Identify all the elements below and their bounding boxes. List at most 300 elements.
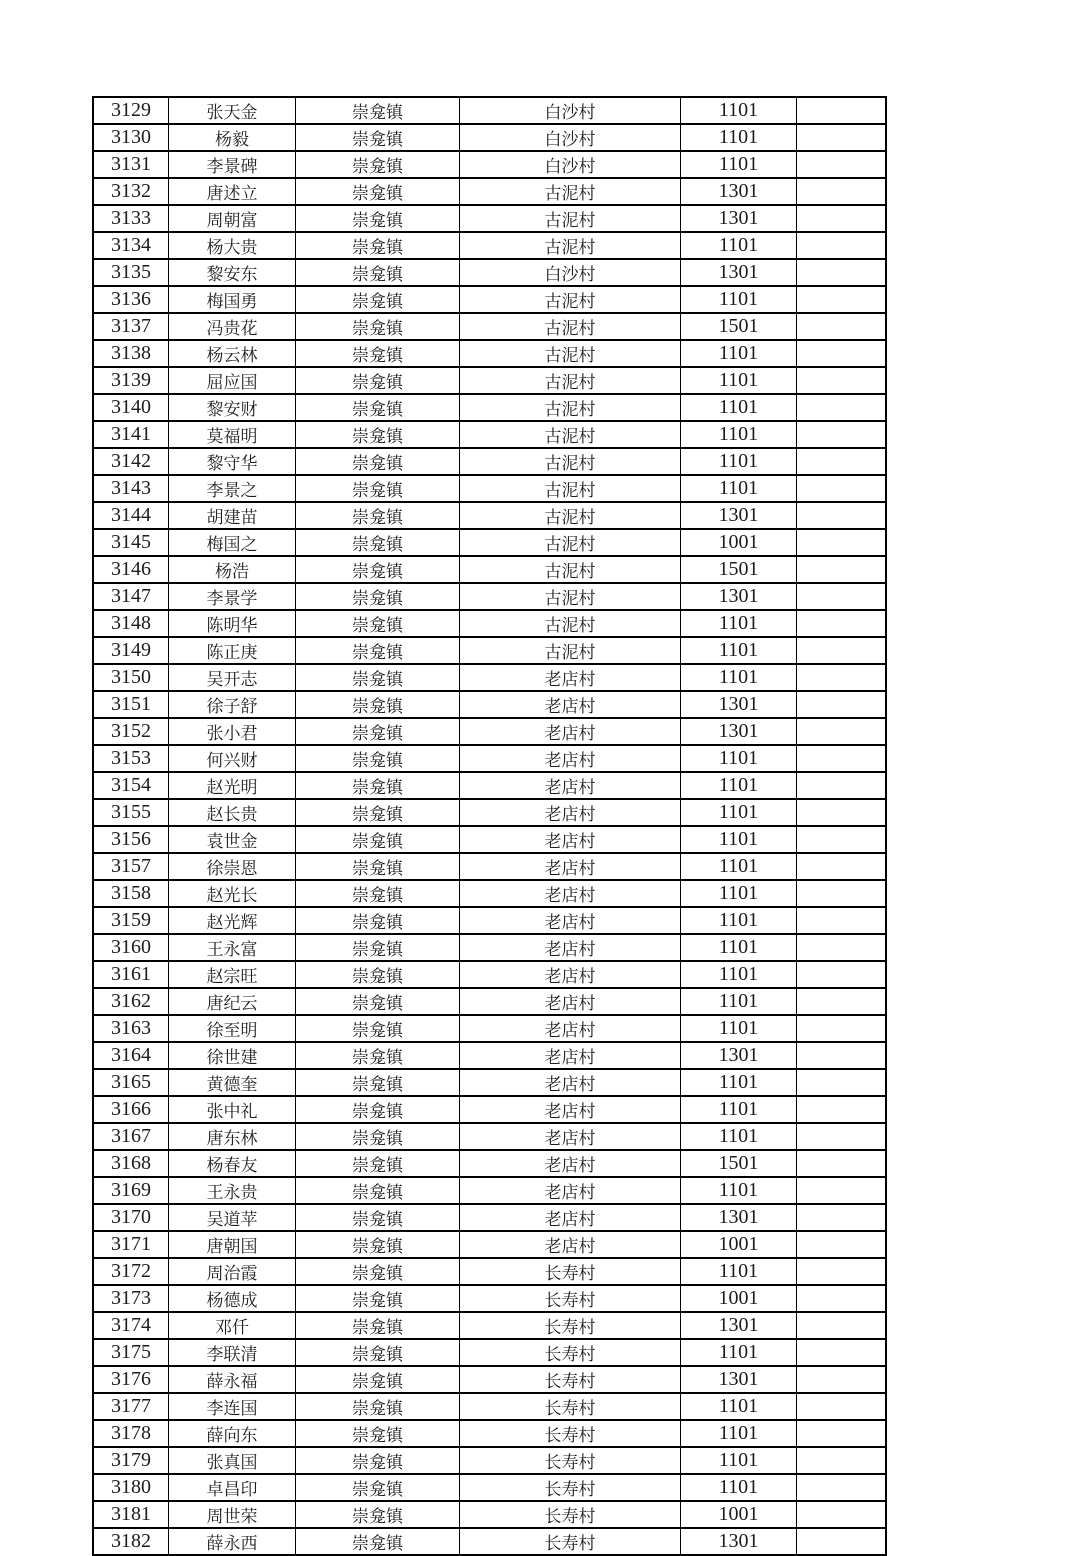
town-cell: 崇龛镇	[296, 826, 460, 853]
serial-cell: 3171	[93, 1231, 169, 1258]
remark-cell	[797, 178, 887, 205]
table-row	[93, 1366, 886, 1393]
village-cell: 古泥村	[460, 637, 681, 664]
remark-cell	[797, 556, 887, 583]
town-cell: 崇龛镇	[296, 1501, 460, 1528]
name-cell: 唐述立	[169, 178, 296, 205]
code-cell: 1101	[681, 1474, 797, 1501]
town-cell: 崇龛镇	[296, 529, 460, 556]
serial-cell: 3139	[93, 367, 169, 394]
table-sheet	[92, 96, 887, 1556]
town-cell: 崇龛镇	[296, 1015, 460, 1042]
code-cell: 1101	[681, 610, 797, 637]
remark-cell	[797, 1258, 887, 1285]
code-cell: 1301	[681, 178, 797, 205]
name-cell: 赵宗旺	[169, 961, 296, 988]
table-row	[93, 1096, 886, 1123]
serial-cell: 3146	[93, 556, 169, 583]
serial-cell: 3165	[93, 1069, 169, 1096]
name-cell: 黎安财	[169, 394, 296, 421]
town-cell: 崇龛镇	[296, 1096, 460, 1123]
table-row	[93, 340, 886, 367]
remark-cell	[797, 718, 887, 745]
table-row	[93, 259, 886, 286]
name-cell: 张小君	[169, 718, 296, 745]
remark-cell	[797, 1447, 887, 1474]
town-cell: 崇龛镇	[296, 1528, 460, 1555]
table-row	[93, 745, 886, 772]
town-cell: 崇龛镇	[296, 178, 460, 205]
table-row	[93, 880, 886, 907]
town-cell: 崇龛镇	[296, 853, 460, 880]
table-row	[93, 286, 886, 313]
serial-cell: 3180	[93, 1474, 169, 1501]
code-cell: 1101	[681, 1069, 797, 1096]
name-cell: 黄德奎	[169, 1069, 296, 1096]
town-cell: 崇龛镇	[296, 367, 460, 394]
code-cell: 1301	[681, 1042, 797, 1069]
serial-cell: 3156	[93, 826, 169, 853]
remark-cell	[797, 637, 887, 664]
name-cell: 张真国	[169, 1447, 296, 1474]
name-cell: 杨大贵	[169, 232, 296, 259]
village-cell: 古泥村	[460, 286, 681, 313]
code-cell: 1001	[681, 529, 797, 556]
remark-cell	[797, 421, 887, 448]
remark-cell	[797, 1420, 887, 1447]
remark-cell	[797, 1528, 887, 1555]
name-cell: 赵光明	[169, 772, 296, 799]
remark-cell	[797, 1393, 887, 1420]
serial-cell: 3172	[93, 1258, 169, 1285]
code-cell: 1301	[681, 502, 797, 529]
code-cell: 1301	[681, 259, 797, 286]
village-cell: 老店村	[460, 853, 681, 880]
table-row	[93, 1042, 886, 1069]
serial-cell: 3151	[93, 691, 169, 718]
table-row	[93, 1015, 886, 1042]
remark-cell	[797, 745, 887, 772]
remark-cell	[797, 1231, 887, 1258]
town-cell: 崇龛镇	[296, 610, 460, 637]
village-cell: 老店村	[460, 1042, 681, 1069]
town-cell: 崇龛镇	[296, 907, 460, 934]
serial-cell: 3175	[93, 1339, 169, 1366]
town-cell: 崇龛镇	[296, 934, 460, 961]
remark-cell	[797, 664, 887, 691]
name-cell: 周朝富	[169, 205, 296, 232]
serial-cell: 3131	[93, 151, 169, 178]
table-row	[93, 97, 886, 124]
town-cell: 崇龛镇	[296, 1447, 460, 1474]
town-cell: 崇龛镇	[296, 880, 460, 907]
code-cell: 1101	[681, 1177, 797, 1204]
serial-cell: 3168	[93, 1150, 169, 1177]
village-cell: 白沙村	[460, 97, 681, 124]
code-cell: 1501	[681, 313, 797, 340]
code-cell: 1101	[681, 1447, 797, 1474]
village-cell: 长寿村	[460, 1393, 681, 1420]
town-cell: 崇龛镇	[296, 988, 460, 1015]
serial-cell: 3169	[93, 1177, 169, 1204]
remark-cell	[797, 394, 887, 421]
remark-cell	[797, 340, 887, 367]
remark-cell	[797, 934, 887, 961]
table-row	[93, 799, 886, 826]
code-cell: 1101	[681, 745, 797, 772]
table-row	[93, 421, 886, 448]
code-cell: 1001	[681, 1231, 797, 1258]
remark-cell	[797, 529, 887, 556]
village-cell: 长寿村	[460, 1339, 681, 1366]
serial-cell: 3174	[93, 1312, 169, 1339]
serial-cell: 3129	[93, 97, 169, 124]
code-cell: 1101	[681, 934, 797, 961]
code-cell: 1101	[681, 97, 797, 124]
code-cell: 1101	[681, 1096, 797, 1123]
name-cell: 赵长贵	[169, 799, 296, 826]
town-cell: 崇龛镇	[296, 556, 460, 583]
remark-cell	[797, 259, 887, 286]
town-cell: 崇龛镇	[296, 1420, 460, 1447]
serial-cell: 3164	[93, 1042, 169, 1069]
town-cell: 崇龛镇	[296, 664, 460, 691]
town-cell: 崇龛镇	[296, 1150, 460, 1177]
town-cell: 崇龛镇	[296, 1285, 460, 1312]
name-cell: 莫福明	[169, 421, 296, 448]
name-cell: 周治霞	[169, 1258, 296, 1285]
village-cell: 古泥村	[460, 502, 681, 529]
town-cell: 崇龛镇	[296, 1366, 460, 1393]
serial-cell: 3144	[93, 502, 169, 529]
village-cell: 长寿村	[460, 1528, 681, 1555]
table-row	[93, 1123, 886, 1150]
table-row	[93, 556, 886, 583]
village-cell: 古泥村	[460, 232, 681, 259]
table-row	[93, 1420, 886, 1447]
serial-cell: 3182	[93, 1528, 169, 1555]
code-cell: 1101	[681, 448, 797, 475]
table-row	[93, 313, 886, 340]
serial-cell: 3138	[93, 340, 169, 367]
name-cell: 徐世建	[169, 1042, 296, 1069]
village-cell: 白沙村	[460, 259, 681, 286]
table-row	[93, 1231, 886, 1258]
table-row	[93, 988, 886, 1015]
name-cell: 黎守华	[169, 448, 296, 475]
serial-cell: 3136	[93, 286, 169, 313]
remark-cell	[797, 772, 887, 799]
name-cell: 徐子舒	[169, 691, 296, 718]
code-cell: 1101	[681, 961, 797, 988]
village-cell: 老店村	[460, 826, 681, 853]
town-cell: 崇龛镇	[296, 259, 460, 286]
remark-cell	[797, 475, 887, 502]
remark-cell	[797, 1366, 887, 1393]
remark-cell	[797, 691, 887, 718]
village-cell: 古泥村	[460, 394, 681, 421]
serial-cell: 3161	[93, 961, 169, 988]
code-cell: 1301	[681, 1528, 797, 1555]
town-cell: 崇龛镇	[296, 394, 460, 421]
remark-cell	[797, 1177, 887, 1204]
town-cell: 崇龛镇	[296, 286, 460, 313]
code-cell: 1101	[681, 880, 797, 907]
name-cell: 吴道苹	[169, 1204, 296, 1231]
table-row	[93, 1204, 886, 1231]
town-cell: 崇龛镇	[296, 502, 460, 529]
name-cell: 张中礼	[169, 1096, 296, 1123]
remark-cell	[797, 799, 887, 826]
code-cell: 1101	[681, 853, 797, 880]
table-row	[93, 1474, 886, 1501]
name-cell: 冯贵花	[169, 313, 296, 340]
code-cell: 1301	[681, 583, 797, 610]
remark-cell	[797, 1285, 887, 1312]
town-cell: 崇龛镇	[296, 475, 460, 502]
town-cell: 崇龛镇	[296, 1204, 460, 1231]
name-cell: 梅国之	[169, 529, 296, 556]
remark-cell	[797, 1069, 887, 1096]
village-cell: 长寿村	[460, 1366, 681, 1393]
table-row	[93, 610, 886, 637]
code-cell: 1001	[681, 1501, 797, 1528]
table-row	[93, 1258, 886, 1285]
town-cell: 崇龛镇	[296, 1069, 460, 1096]
name-cell: 何兴财	[169, 745, 296, 772]
code-cell: 1101	[681, 124, 797, 151]
code-cell: 1101	[681, 907, 797, 934]
code-cell: 1301	[681, 718, 797, 745]
roster-table-body	[93, 97, 886, 1555]
name-cell: 卓昌印	[169, 1474, 296, 1501]
village-cell: 长寿村	[460, 1285, 681, 1312]
name-cell: 周世荣	[169, 1501, 296, 1528]
town-cell: 崇龛镇	[296, 1231, 460, 1258]
serial-cell: 3143	[93, 475, 169, 502]
town-cell: 崇龛镇	[296, 1393, 460, 1420]
serial-cell: 3148	[93, 610, 169, 637]
village-cell: 老店村	[460, 1204, 681, 1231]
serial-cell: 3178	[93, 1420, 169, 1447]
remark-cell	[797, 1015, 887, 1042]
table-row	[93, 1177, 886, 1204]
village-cell: 古泥村	[460, 610, 681, 637]
code-cell: 1101	[681, 367, 797, 394]
town-cell: 崇龛镇	[296, 1474, 460, 1501]
town-cell: 崇龛镇	[296, 1177, 460, 1204]
remark-cell	[797, 1042, 887, 1069]
name-cell: 李连国	[169, 1393, 296, 1420]
name-cell: 李联清	[169, 1339, 296, 1366]
code-cell: 1101	[681, 772, 797, 799]
name-cell: 陈明华	[169, 610, 296, 637]
village-cell: 老店村	[460, 907, 681, 934]
serial-cell: 3154	[93, 772, 169, 799]
serial-cell: 3130	[93, 124, 169, 151]
code-cell: 1301	[681, 205, 797, 232]
serial-cell: 3167	[93, 1123, 169, 1150]
remark-cell	[797, 151, 887, 178]
name-cell: 杨德成	[169, 1285, 296, 1312]
village-cell: 古泥村	[460, 529, 681, 556]
village-cell: 老店村	[460, 1123, 681, 1150]
serial-cell: 3137	[93, 313, 169, 340]
remark-cell	[797, 1123, 887, 1150]
table-row	[93, 1447, 886, 1474]
serial-cell: 3158	[93, 880, 169, 907]
code-cell: 1101	[681, 664, 797, 691]
town-cell: 崇龛镇	[296, 745, 460, 772]
table-row	[93, 151, 886, 178]
serial-cell: 3153	[93, 745, 169, 772]
table-row	[93, 394, 886, 421]
code-cell: 1101	[681, 826, 797, 853]
code-cell: 1101	[681, 1015, 797, 1042]
remark-cell	[797, 1501, 887, 1528]
village-cell: 古泥村	[460, 367, 681, 394]
village-cell: 老店村	[460, 664, 681, 691]
serial-cell: 3145	[93, 529, 169, 556]
remark-cell	[797, 313, 887, 340]
serial-cell: 3149	[93, 637, 169, 664]
table-row	[93, 1285, 886, 1312]
table-row	[93, 691, 886, 718]
table-row	[93, 1393, 886, 1420]
remark-cell	[797, 961, 887, 988]
name-cell: 唐东林	[169, 1123, 296, 1150]
village-cell: 古泥村	[460, 448, 681, 475]
name-cell: 梅国勇	[169, 286, 296, 313]
town-cell: 崇龛镇	[296, 1312, 460, 1339]
serial-cell: 3132	[93, 178, 169, 205]
name-cell: 李景学	[169, 583, 296, 610]
code-cell: 1101	[681, 232, 797, 259]
table-row	[93, 178, 886, 205]
remark-cell	[797, 988, 887, 1015]
village-cell: 古泥村	[460, 178, 681, 205]
serial-cell: 3140	[93, 394, 169, 421]
name-cell: 吴开志	[169, 664, 296, 691]
table-row	[93, 961, 886, 988]
town-cell: 崇龛镇	[296, 772, 460, 799]
serial-cell: 3170	[93, 1204, 169, 1231]
table-row	[93, 664, 886, 691]
town-cell: 崇龛镇	[296, 961, 460, 988]
name-cell: 屈应国	[169, 367, 296, 394]
town-cell: 崇龛镇	[296, 1258, 460, 1285]
remark-cell	[797, 205, 887, 232]
serial-cell: 3152	[93, 718, 169, 745]
name-cell: 杨春友	[169, 1150, 296, 1177]
name-cell: 胡建苗	[169, 502, 296, 529]
table-row	[93, 1528, 886, 1555]
table-row	[93, 529, 886, 556]
serial-cell: 3150	[93, 664, 169, 691]
village-cell: 白沙村	[460, 151, 681, 178]
code-cell: 1301	[681, 1204, 797, 1231]
remark-cell	[797, 907, 887, 934]
serial-cell: 3133	[93, 205, 169, 232]
remark-cell	[797, 286, 887, 313]
remark-cell	[797, 826, 887, 853]
village-cell: 老店村	[460, 988, 681, 1015]
village-cell: 老店村	[460, 718, 681, 745]
serial-cell: 3162	[93, 988, 169, 1015]
table-row	[93, 475, 886, 502]
remark-cell	[797, 97, 887, 124]
village-cell: 老店村	[460, 691, 681, 718]
table-row	[93, 124, 886, 151]
serial-cell: 3142	[93, 448, 169, 475]
table-row	[93, 853, 886, 880]
serial-cell: 3177	[93, 1393, 169, 1420]
village-cell: 老店村	[460, 880, 681, 907]
name-cell: 杨云林	[169, 340, 296, 367]
village-cell: 长寿村	[460, 1312, 681, 1339]
name-cell: 王永贵	[169, 1177, 296, 1204]
town-cell: 崇龛镇	[296, 232, 460, 259]
village-cell: 古泥村	[460, 205, 681, 232]
table-row	[93, 1069, 886, 1096]
serial-cell: 3173	[93, 1285, 169, 1312]
village-cell: 老店村	[460, 799, 681, 826]
village-cell: 古泥村	[460, 556, 681, 583]
table-row	[93, 448, 886, 475]
town-cell: 崇龛镇	[296, 313, 460, 340]
table-row	[93, 772, 886, 799]
code-cell: 1101	[681, 421, 797, 448]
town-cell: 崇龛镇	[296, 124, 460, 151]
village-cell: 古泥村	[460, 583, 681, 610]
village-cell: 古泥村	[460, 421, 681, 448]
remark-cell	[797, 880, 887, 907]
table-row	[93, 367, 886, 394]
remark-cell	[797, 124, 887, 151]
village-cell: 长寿村	[460, 1420, 681, 1447]
table-row	[93, 1339, 886, 1366]
town-cell: 崇龛镇	[296, 691, 460, 718]
name-cell: 薛永西	[169, 1528, 296, 1555]
village-cell: 长寿村	[460, 1258, 681, 1285]
table-row	[93, 934, 886, 961]
code-cell: 1101	[681, 637, 797, 664]
town-cell: 崇龛镇	[296, 1123, 460, 1150]
code-cell: 1101	[681, 286, 797, 313]
name-cell: 杨浩	[169, 556, 296, 583]
village-cell: 长寿村	[460, 1474, 681, 1501]
name-cell: 赵光辉	[169, 907, 296, 934]
village-cell: 古泥村	[460, 313, 681, 340]
serial-cell: 3147	[93, 583, 169, 610]
name-cell: 徐崇恩	[169, 853, 296, 880]
name-cell: 赵光长	[169, 880, 296, 907]
village-cell: 长寿村	[460, 1447, 681, 1474]
name-cell: 张天金	[169, 97, 296, 124]
code-cell: 1501	[681, 556, 797, 583]
code-cell: 1101	[681, 799, 797, 826]
code-cell: 1001	[681, 1285, 797, 1312]
remark-cell	[797, 1150, 887, 1177]
code-cell: 1101	[681, 340, 797, 367]
serial-cell: 3159	[93, 907, 169, 934]
serial-cell: 3166	[93, 1096, 169, 1123]
table-row	[93, 718, 886, 745]
serial-cell: 3160	[93, 934, 169, 961]
roster-table	[92, 96, 887, 1556]
village-cell: 老店村	[460, 772, 681, 799]
remark-cell	[797, 448, 887, 475]
